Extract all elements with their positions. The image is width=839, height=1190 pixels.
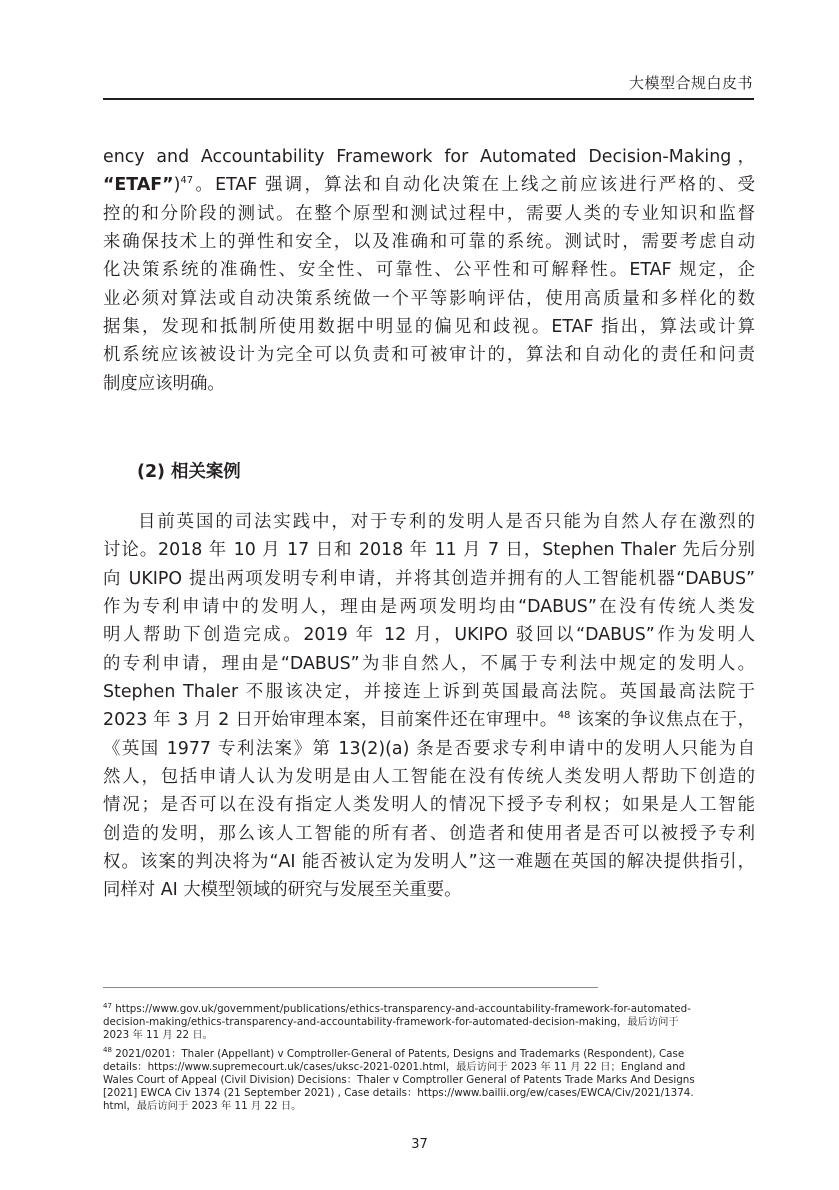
paragraph-line: ency and Accountability Framework for Automated Decision-Making， xyxy=(103,147,755,167)
paragraph-line-text: ETAF 强调，算法和自动化决策在上线之前应该进行严格的、受 xyxy=(215,175,755,196)
footnote-ref-48[interactable]: 48 xyxy=(557,709,571,721)
paragraph-line: 据集，发现和抵制所使用数据中明显的偏见和歧视。ETAF 指出，算法或计算 xyxy=(103,317,755,338)
paragraph-line: 业必须对算法或自动决策系统做一个平等影响评估，使用高质量和多样化的数 xyxy=(103,288,755,309)
paragraph-line: 讨论。2018 年 10 月 17 日和 2018 年 11 月 7 日，Stephen Thaler 先后分别 xyxy=(103,540,755,561)
paragraph-line xyxy=(103,171,755,199)
paragraph-line: 目前英国的司法实践中，对于专利的发明人是否只能为自然人存在激烈的 xyxy=(138,512,755,532)
page-number: 37 xyxy=(411,1137,428,1152)
paragraph-line-text: 该案的争议焦点在于， xyxy=(570,710,755,731)
footnote-line xyxy=(103,1003,755,1016)
paragraph-line: 同样对 AI 大模型领域的研究与发展至关重要。 xyxy=(103,880,462,901)
etaf-term: “ETAF” xyxy=(103,175,174,196)
paragraph-line: 的专利申请，理由是“DABUS”为非自然人，不属于专利法中规定的发明人。 xyxy=(103,653,755,674)
paragraph-line: 《英国 1977 专利法案》第 13(2)(a) 条是否要求专利申请中的发明人只能为自 xyxy=(103,738,755,759)
footnote-47 xyxy=(103,1003,755,1043)
header-rule xyxy=(103,98,754,100)
running-header-title: 大模型合规白皮书 xyxy=(628,74,753,92)
footnote-number: 47 xyxy=(103,1001,112,1010)
paragraph-line: 创造的发明，那么该人工智能的所有者、创造者和使用者是否可以被授予专利 xyxy=(103,823,755,844)
footnote-line: 2023 年 11 月 22 日。 xyxy=(103,1029,213,1042)
footnote-48 xyxy=(103,1048,755,1114)
paragraph-line: 权。该案的判决将为“AI 能否被认定为发明人”这一难题在英国的解决提供指引， xyxy=(103,852,755,873)
footnote-line: html，最后访问于 2023 年 11 月 22 日。 xyxy=(103,1100,302,1113)
paragraph-etaf xyxy=(103,143,755,398)
paragraph-line xyxy=(103,706,755,734)
footnote-line: details：https://www.supremecourt.uk/cases/uksc-2021-0201.html，最后访问于 2023 年 11 月 22 日；England and xyxy=(103,1060,686,1073)
paragraph-line: 来确保技术上的弹性和安全，以及准确和可靠的系统。测试时，需要考虑自动 xyxy=(103,232,755,253)
paragraph-line: 明人帮助下创造完成。2019 年 12 月，UKIPO 驳回以“DABUS”作为发明人 xyxy=(103,625,755,646)
paragraph-line: 制度应该明确。 xyxy=(103,373,225,394)
footnote-line: Wales Court of Appeal (Civil Division) Decisions：Thaler v Comptroller General of Patents Trade Marks And Designs xyxy=(103,1074,695,1087)
etaf-period: 。 xyxy=(193,175,216,196)
paragraph-line: 向 UKIPO 提出两项发明专利申请，并将其创造并拥有的人工智能机器“DABUS” xyxy=(103,568,755,589)
etaf-close-paren: ) xyxy=(173,175,181,196)
footnote-ref-47[interactable]: 47 xyxy=(180,174,194,186)
footnote-line xyxy=(103,1048,755,1061)
footnote-text: 2021/0201：Thaler (Appellant) v Comptroller-General of Patents, Designs and Trademarks (Respondent), Case xyxy=(115,1047,685,1060)
paragraph-case xyxy=(103,508,755,905)
paragraph-line: 控的和分阶段的测试。在整个原型和测试过程中，需要人类的专业知识和监督 xyxy=(103,203,755,224)
footnote-separator xyxy=(103,987,598,988)
paragraph-line: 机系统应该被设计为完全可以负责和可被审计的，算法和自动化的责任和问责 xyxy=(103,345,755,366)
paragraph-line: Stephen Thaler 不服该决定，并接连上诉到英国最高法院。英国最高法院于 xyxy=(103,682,755,703)
footnote-line: decision-making/ethics-transparency-and-accountability-framework-for-automated-decision-making，最后访问于 xyxy=(103,1016,679,1029)
footnote-number: 48 xyxy=(103,1046,112,1055)
paragraph-line: 化决策系统的准确性、安全性、可靠性、公平性和可解释性。ETAF 规定，企 xyxy=(103,260,755,281)
paragraph-line-text: 2023 年 3 月 2 日开始审理本案，目前案件还在审理中。 xyxy=(103,710,558,731)
section-heading: (2) 相关案例 xyxy=(137,462,241,482)
paragraph-line: 情况；是否可以在没有指定人类发明人的情况下授予专利权；如果是人工智能 xyxy=(103,795,755,816)
footnote-line: [2021] EWCA Civ 1374 (21 September 2021) , Case details：https://www.bailii.org/ew/cases/EWCA/Civ/2021/1374. xyxy=(103,1087,694,1100)
paragraph-line: 作为专利申请中的发明人，理由是两项发明均由“DABUS”在没有传统人类发 xyxy=(103,597,755,618)
footnotes xyxy=(103,1003,755,1119)
footnote-link[interactable]: https://www.gov.uk/government/publications/ethics-transparency-and-accountability-framework-for-automated- xyxy=(115,1003,691,1015)
paragraph-line: 然人，包括申请人认为发明是由人工智能在没有传统人类发明人帮助下创造的 xyxy=(103,767,755,788)
